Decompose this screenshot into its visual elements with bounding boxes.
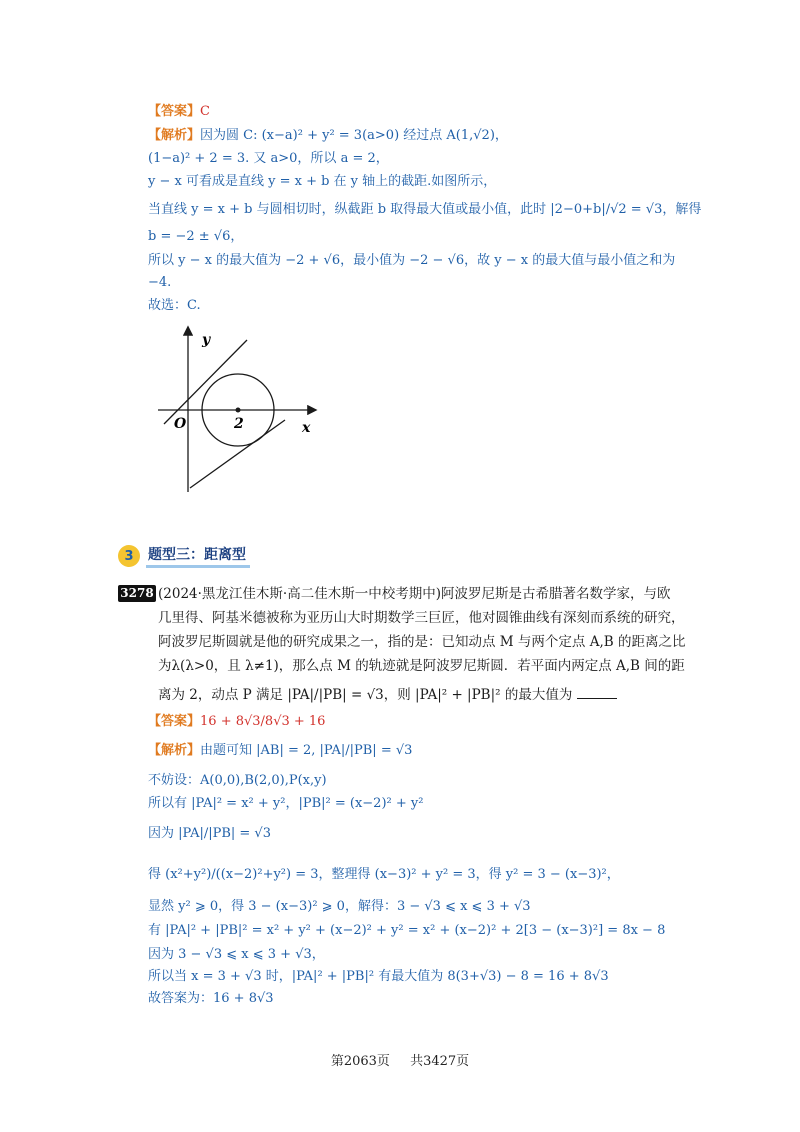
analysis2-line-7: 有 |PA|² + |PB|² = x² + y² + (x−2)² + y² = x² + (x−2)² + 2[3 − (x−3)²] = 8x − 8 bbox=[148, 923, 666, 938]
problem-line-4: 为λ(λ>0，且 λ≠1)，那么点 M 的轨迹就是阿波罗尼斯圆．若平面内两定点 A,B 间的距 bbox=[158, 658, 685, 674]
conclusion-line: 故选：C. bbox=[148, 298, 201, 313]
problem-line-1: (2024·黑龙江佳木斯·高二佳木斯一中校考期中)阿波罗尼斯是古希腊著名数学家，与欧 bbox=[158, 586, 671, 602]
answer-tag: 【答案】 bbox=[148, 104, 201, 119]
section-header bbox=[118, 543, 250, 569]
analysis-tag: 【解析】 bbox=[148, 128, 201, 143]
analysis-text: 因为圆 C: (x−a)² + y² = 3(a>0) 经过点 A(1,√2)， bbox=[200, 128, 508, 143]
problem-line-3: 阿波罗尼斯圆就是他的研究成果之一，指的是：已知动点 M 与两个定点 A,B 的距离之比 bbox=[158, 634, 686, 650]
problem-line-5 bbox=[158, 686, 617, 704]
analysis2-text: 由题可知 |AB| = 2, |PA|/|PB| = √3 bbox=[200, 743, 413, 758]
answer-value-2: 16 + 8√3/8√3 + 16 bbox=[200, 714, 326, 729]
x-label: x bbox=[302, 420, 311, 436]
section-badge: 3 bbox=[118, 545, 140, 567]
page-footer bbox=[0, 1050, 800, 1069]
analysis-line-6: 所以 y − x 的最大值为 −2 + √6，最小值为 −2 − √6，故 y − x 的最大值与最小值之和为 bbox=[148, 253, 676, 268]
center-label: 2 bbox=[234, 416, 244, 432]
analysis-line-3: y − x 可看成是直线 y = x + b 在 y 轴上的截距.如图所示， bbox=[148, 174, 497, 189]
analysis2-line-2: 不妨设：A(0,0),B(2,0),P(x,y) bbox=[148, 773, 327, 788]
problem-line-2: 几里得、阿基米德被称为亚历山大时期数学三巨匠，他对圆锥曲线有深刻而系统的研究， bbox=[158, 610, 685, 626]
answer-line-2 bbox=[148, 713, 325, 731]
upper-tangent-line bbox=[164, 340, 247, 424]
analysis-line-7: −4. bbox=[148, 275, 172, 290]
analysis2-line-4: 因为 |PA|/|PB| = √3 bbox=[148, 826, 271, 841]
analysis2-line-6: 显然 y² ⩾ 0，得 3 − (x−3)² ⩾ 0，解得：3 − √3 ⩽ x ⩽ 3 + √3 bbox=[148, 899, 531, 914]
problem-number: 3278 bbox=[118, 585, 156, 602]
analysis2-line-5: 得 (x²+y²)/((x−2)²+y²) = 3，整理得 (x−3)² + y² = 3，得 y² = 3 − (x−3)²， bbox=[148, 867, 620, 882]
analysis-tag-2: 【解析】 bbox=[148, 743, 201, 758]
page-number: 第2063页 bbox=[330, 1054, 390, 1069]
analysis-line-5: b = −2 ± √6， bbox=[148, 229, 244, 244]
analysis-line-2: (1−a)² + 2 = 3. 又 a>0，所以 a = 2， bbox=[148, 151, 389, 166]
problem-line-5-text: 离为 2，动点 P 满足 |PA|/|PB| = √3，则 |PA|² + |PB|² 的最大值为 bbox=[158, 687, 573, 703]
answer-tag-2: 【答案】 bbox=[148, 714, 201, 729]
origin-label: O bbox=[174, 416, 187, 432]
analysis2-line-1 bbox=[148, 742, 412, 760]
answer-line-1 bbox=[148, 103, 210, 121]
analysis2-line-8: 因为 3 − √3 ⩽ x ⩽ 3 + √3， bbox=[148, 947, 325, 962]
section-title: 题型三：距离型 bbox=[146, 544, 250, 568]
analysis2-line-10: 故答案为：16 + 8√3 bbox=[148, 991, 274, 1006]
answer-blank bbox=[577, 686, 617, 699]
answer-value: C bbox=[200, 104, 210, 119]
analysis2-line-3: 所以有 |PA|² = x² + y²，|PB|² = (x−2)² + y² bbox=[148, 796, 424, 811]
circle-tangent-figure bbox=[150, 320, 330, 500]
analysis2-line-9: 所以当 x = 3 + √3 时，|PA|² + |PB|² 有最大值为 8(3+√3) − 8 = 16 + 8√3 bbox=[148, 969, 609, 984]
analysis-line-4: 当直线 y = x + b 与圆相切时，纵截距 b 取得最大值或最小值，此时 |2−0+b|/√2 = √3，解得 bbox=[148, 202, 702, 217]
y-label: y bbox=[202, 332, 211, 348]
circle-center-dot bbox=[236, 408, 241, 413]
analysis-line-1 bbox=[148, 127, 508, 145]
page-total: 共3427页 bbox=[410, 1054, 470, 1069]
